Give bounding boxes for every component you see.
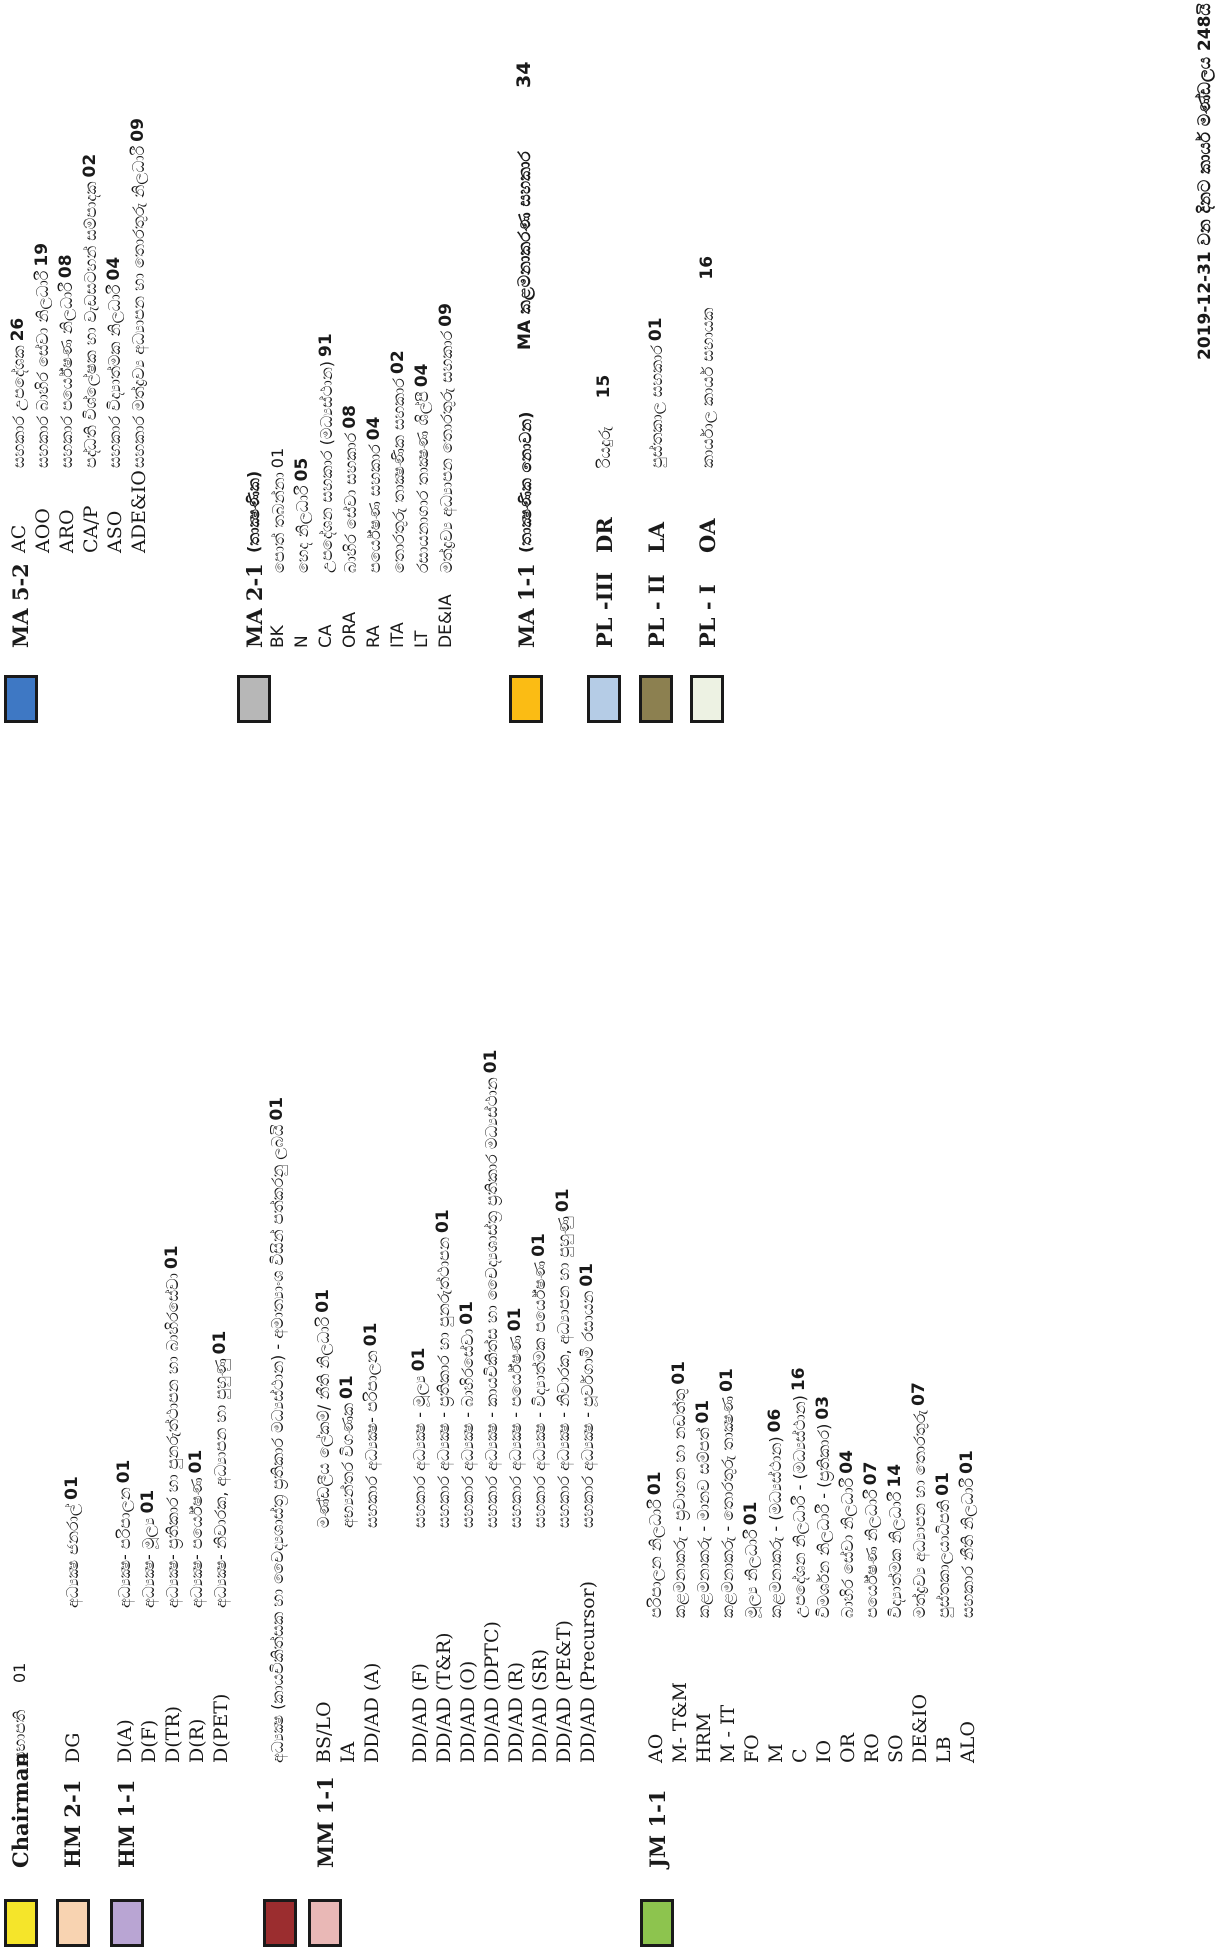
jm11-row-13-count: 01 — [957, 1450, 977, 1474]
jm11-row-10-desc: විද්‍යාත්මක නිලධාරී — [886, 1491, 905, 1618]
jm11-row-11-count: 07 — [909, 1382, 929, 1406]
mm11-row-1-desc: අභ්‍යන්තර විගණක — [338, 1402, 357, 1528]
jm11-row-0-code: AO — [645, 1733, 667, 1763]
jm11-row-5-count: 06 — [765, 1408, 785, 1433]
pl3-count: 15 — [594, 374, 614, 399]
pl2-swatch — [639, 675, 673, 723]
pl1-desc: කාර්යාල කාර්ය සහායක — [698, 307, 717, 468]
pl2-grade: PL - II — [644, 574, 669, 648]
ma11-subtitle: (තාක්‍ෂණික නොවන) — [516, 411, 535, 553]
mm11-row-9-desc: සහකාර අධ්‍යක්‍ෂ - නිවාරක, අධ්‍යාපන හා පුහුණු — [554, 1216, 573, 1528]
jm11-row-10-code: SO — [885, 1734, 907, 1763]
pl1-count: 16 — [697, 255, 717, 280]
ma52-row-5-code: ADE&IO — [128, 470, 150, 553]
ma52-row-3-count: 02 — [80, 153, 100, 178]
jm11-row-8-desc: බාහිර සේවා නිලධාරී — [838, 1477, 857, 1618]
ma52-row-1-code: AOO — [32, 508, 54, 553]
ma21-row-7-desc: මත්ද්‍රව්‍ය අධ්‍යාපන තොරතුරු සහකාර — [437, 330, 456, 573]
jm11-row-7-desc: විමර්ශන නිලධාරී - (ප්‍රතිකාර) — [814, 1423, 833, 1618]
ma52-row-0-code: AC — [8, 524, 30, 553]
chairman-count: 01 — [10, 1662, 29, 1683]
jm11-row-6-desc: උපදේශන නිලධාරී - (මධ්‍යස්ථාන) — [790, 1395, 809, 1618]
mm11-row-6-count: 01 — [481, 1049, 501, 1074]
hm11-row-4-desc: අධ්‍යක්‍ෂ- නිවාරක, අධ්‍යාපන හා පුහුණු — [211, 1358, 230, 1608]
pl3-swatch — [587, 675, 621, 723]
hm11-row-1-count: 01 — [138, 1489, 158, 1514]
hm21-grade: HM 2-1 — [60, 1779, 85, 1868]
mm11-row-4-count: 01 — [433, 1209, 453, 1234]
ma21-row-7-count: 09 — [436, 303, 456, 327]
mm11-row-5-desc: සහකාර අධ්‍යක්‍ෂ - බාහිරසේවා — [458, 1328, 477, 1528]
mm11-row-0-code: BS/LO — [313, 1701, 335, 1763]
jm11-row-4-desc: මූල්‍ය නිලධාරී — [742, 1529, 761, 1618]
mm11-row-1-code: IA — [337, 1741, 359, 1763]
mm11-row-8-desc: සහකාර අධ්‍යක්‍ෂ - විද්‍යාත්මක පර්යේෂණ — [530, 1260, 549, 1528]
mm11-row-3-desc: සහකාර අධ්‍යක්‍ෂ - මූල්‍ය — [410, 1375, 429, 1528]
ma52-row-1-desc: සහකාර බාහිර සේවා නිලධාරී — [33, 270, 52, 468]
mm11-row-9-count: 01 — [553, 1188, 573, 1213]
jm11-row-1-code: M- T&M — [669, 1682, 691, 1763]
pl3-grade: PL -III — [592, 571, 617, 648]
mm11-row-7-count: 01 — [505, 1307, 525, 1332]
hm21-swatch — [56, 1899, 90, 1947]
hm11-row-3-count: 01 — [186, 1449, 206, 1474]
ma11-count: 34 — [513, 61, 535, 88]
pl1-swatch — [690, 675, 724, 723]
mm11-row-6-desc: සහකාර අධ්‍යක්‍ෂ - කායචිකිත්ස හා චෛද්‍යශාස්ත්‍ර ප්‍රතිකාර මධ්‍යස්ථාන — [482, 1077, 501, 1528]
mm11-row-7-desc: සහකාර අධ්‍යක්‍ෂ - පර්යේෂණ — [506, 1335, 525, 1528]
jm11-row-0-desc: පරිපාලන නිලධාරී — [646, 1499, 665, 1618]
ma21-row-3-desc: බාහිර සේවා සහකාර — [341, 432, 360, 573]
pl1-code: OA — [695, 518, 720, 553]
footer-summary: 2019-12-31 වන දිනට කාර්ය මණ්ඩලය 248යි — [1195, 3, 1215, 360]
jm11-swatch — [640, 1899, 674, 1947]
ma21-row-6-desc: රසායනාගාර තාක්‍ෂණ ශිල්පී — [413, 391, 432, 573]
ma52-row-2-count: 08 — [56, 254, 76, 279]
chairman-swatch — [4, 1899, 38, 1947]
jm11-row-8-count: 04 — [837, 1450, 857, 1474]
dark-red-desc: අධ්‍යක්‍ෂ (කායචිකිත්සක හා චෛද්‍යශාස්ත්‍ර ප්‍රතිකාර මධ්‍යස්ථාන) - අමාත්‍යාංශ විසින් පත්කරනු ලබයි — [268, 1124, 287, 1763]
mm11-row-4-desc: සහකාර අධ්‍යක්‍ෂ - ප්‍රතිකාර හා පුනරුත්ථාපන — [434, 1237, 453, 1528]
hm11-row-1-code: D(F) — [138, 1719, 160, 1763]
hm11-row-3-desc: අධ්‍යක්‍ෂ- පර්යේෂණ — [187, 1477, 206, 1608]
hm11-row-0-count: 01 — [114, 1459, 134, 1484]
jm11-row-11-desc: මත්ද්‍රව්‍ය අධ්‍යාපන හා තොරතුරු — [910, 1409, 929, 1618]
jm11-row-6-count: 16 — [789, 1367, 809, 1392]
ma11-swatch — [509, 675, 543, 723]
mm11-row-6-code: DD/AD (DPTC) — [481, 1621, 503, 1763]
ma11-extra: MA කළමනාකරණ සහකාර — [515, 151, 535, 350]
jm11-row-1-desc: කළමනාකරු - ප්‍රවාහන හා නඩත්තු — [670, 1388, 689, 1618]
ma21-row-2-code: CA — [316, 624, 336, 648]
ma21-row-1-count: 05 — [292, 457, 312, 482]
mm11-row-10-code: DD/AD (Precursor) — [577, 1580, 599, 1763]
ma52-row-1-count: 19 — [32, 242, 52, 267]
jm11-row-12-code: LB — [933, 1736, 955, 1763]
hm11-row-4-count: 01 — [210, 1330, 230, 1355]
hm11-row-3-code: D(R) — [186, 1718, 208, 1763]
jm11-row-2-desc: කළමනාකරු - මානව සම්පත් — [694, 1427, 713, 1618]
mm11-swatch — [308, 1899, 342, 1947]
pl1-grade: PL - I — [695, 584, 720, 648]
ma52-row-4-code: ASO — [104, 510, 126, 553]
jm11-row-9-desc: පර්යේෂණ නිලධාරී — [862, 1489, 881, 1618]
pl2-desc: පුස්තකාල සහකාර — [647, 345, 666, 468]
hm11-row-0-code: D(A) — [114, 1719, 136, 1763]
ma21-row-0-code: BK — [268, 625, 288, 648]
ma21-row-7-code: DE&IA — [436, 594, 456, 648]
ma21-row-6-code: LT — [412, 630, 432, 648]
ma52-row-3-desc: පද්ධති විශ්ලේෂක හා වැඩසටහන් සම්පාදක — [81, 181, 100, 468]
mm11-row-3-code: DD/AD (F) — [409, 1663, 431, 1763]
mm11-row-1-count: 01 — [337, 1375, 357, 1399]
hm11-row-2-desc: අධ්‍යක්‍ෂ- ප්‍රතිකාර හා පුනරුත්ථාපන හා බාහිරසේවා — [163, 1273, 182, 1608]
jm11-row-11-code: DE&IO — [909, 1693, 931, 1763]
jm11-row-10-count: 14 — [885, 1463, 905, 1488]
ma21-row-4-count: 04 — [364, 416, 384, 441]
jm11-grade: JM 1-1 — [645, 1789, 670, 1868]
hm11-grade: HM 1-1 — [114, 1779, 139, 1868]
ma21-row-5-code: ITA — [388, 622, 408, 648]
ma21-row-1-desc: හෙද නිලධාරී — [293, 485, 312, 573]
pl2-count: 01 — [646, 317, 666, 342]
ma21-grade: MA 2-1 — [242, 563, 267, 648]
hm11-row-1-desc: අධ්‍යක්‍ෂ- මූල්‍ය — [139, 1517, 158, 1608]
ma21-row-0-count: 01 — [268, 447, 287, 469]
mm11-row-3-count: 01 — [409, 1347, 429, 1372]
pl3-code: DR — [592, 517, 617, 553]
jm11-row-5-desc: කළමනාකරු - (මධ්‍යස්ථාන) — [766, 1436, 785, 1618]
ma52-row-4-desc: සහකාර විද්‍යාත්මක නිලධාරී — [105, 284, 124, 468]
dark-red-count: 01 — [267, 1096, 287, 1121]
ma52-row-2-code: ARO — [56, 509, 78, 553]
jm11-row-3-count: 01 — [717, 1368, 737, 1392]
ma11-grade: MA 1-1 — [514, 563, 539, 648]
mm11-row-10-desc: සහකාර අධ්‍යක්‍ෂ - පූර්වගාමී රසායන — [578, 1290, 597, 1528]
jm11-row-12-desc: පුස්තකාලයාධිපති — [934, 1499, 953, 1618]
mm11-row-7-code: DD/AD (R) — [505, 1662, 527, 1763]
ma21-row-0-desc: පොත් තබන්නා — [269, 472, 288, 573]
mm11-row-5-code: DD/AD (O) — [457, 1660, 479, 1763]
hm11-row-0-desc: අධ්‍යක්‍ෂ- පරිපාලන — [115, 1487, 134, 1608]
jm11-row-3-desc: කළමනාකරු - තොරතුරු තාක්‍ෂණ — [718, 1395, 737, 1618]
jm11-row-7-code: IO — [813, 1739, 835, 1763]
mm11-row-2-desc: සහකාර අධ්‍යක්‍ෂ- පරිපාලන — [362, 1350, 381, 1528]
ma21-row-5-count: 02 — [388, 350, 408, 375]
ma21-row-3-count: 08 — [340, 405, 360, 429]
ma21-row-6-count: 04 — [412, 363, 432, 388]
mm11-row-0-desc: මණ්ඩලීය ලේකම්/ නීති නිලධාරි — [314, 1316, 333, 1528]
mm11-grade: MM 1-1 — [313, 1776, 338, 1868]
chairman-label: Chairman — [8, 1752, 33, 1868]
jm11-row-2-count: 01 — [693, 1399, 713, 1424]
ma52-grade: MA 5-2 — [8, 563, 33, 648]
ma21-row-5-desc: තොරතුරු තාක්‍ෂණික සහකාර — [389, 378, 408, 573]
ma21-row-2-count: 91 — [316, 333, 336, 357]
ma21-row-1-code: N — [292, 635, 312, 648]
jm11-row-13-desc: සහකාර නීති නිලධාරී — [958, 1477, 977, 1618]
ma52-swatch — [4, 675, 38, 723]
mm11-row-0-count: 01 — [313, 1289, 333, 1313]
jm11-row-12-count: 01 — [933, 1472, 953, 1496]
hm21-row-count: 01 — [62, 1476, 82, 1500]
hm11-swatch — [110, 1899, 144, 1947]
jm11-row-0-count: 01 — [645, 1471, 665, 1496]
pl3-desc: රියදුරු — [595, 426, 614, 468]
jm11-row-9-code: RO — [861, 1733, 883, 1763]
hm21-row-desc: අධ්‍යක්‍ෂ ජනරාල් — [63, 1503, 82, 1608]
mm11-row-9-code: DD/AD (PE&T) — [553, 1620, 575, 1763]
hm11-row-2-count: 01 — [162, 1245, 182, 1270]
jm11-row-4-count: 01 — [741, 1501, 761, 1526]
jm11-row-13-code: ALO — [957, 1721, 979, 1763]
jm11-row-9-count: 07 — [861, 1461, 881, 1486]
ma52-row-0-desc: සහකාර උපදේශක — [9, 345, 28, 468]
ma52-row-5-count: 09 — [128, 118, 148, 142]
ma52-row-5-desc: සහකාර මත්ද්‍රව්‍ය අධ්‍යාපන හා තොරතුරු නිලධාරී — [129, 145, 148, 468]
mm11-row-2-code: DD/AD (A) — [361, 1662, 383, 1763]
jm11-row-6-code: C — [789, 1748, 811, 1763]
ma21-swatch — [237, 675, 271, 723]
hm21-row-code: DG — [62, 1732, 84, 1763]
ma21-row-2-desc: උපදේශන සහකාර (මධ්‍යස්ථාන) — [317, 360, 336, 573]
mm11-row-5-count: 01 — [457, 1301, 477, 1325]
mm11-row-8-code: DD/AD (SR) — [529, 1648, 551, 1763]
jm11-row-4-code: FO — [741, 1734, 763, 1763]
ma52-row-4-count: 04 — [104, 256, 124, 281]
ma52-row-2-desc: සහකාර පර්යේෂණ නිලධාරී — [57, 282, 76, 468]
mm11-row-2-count: 01 — [361, 1322, 381, 1347]
jm11-row-8-code: OR — [837, 1733, 859, 1763]
ma52-row-0-count: 26 — [8, 317, 28, 342]
mm11-row-4-code: DD/AD (T&R) — [433, 1632, 455, 1763]
jm11-row-2-code: HRM — [693, 1712, 715, 1763]
ma21-subtitle: (තාක්‍ෂණික) — [244, 470, 263, 553]
ma52-row-3-code: CA/P — [80, 505, 102, 553]
jm11-row-1-count: 01 — [669, 1361, 689, 1385]
ma21-row-4-code: RA — [364, 625, 384, 648]
hm11-row-2-code: D(TR) — [162, 1705, 184, 1763]
pl2-code: LA — [644, 521, 669, 553]
jm11-row-5-code: M — [765, 1743, 787, 1763]
hm11-row-4-code: D(PET) — [210, 1693, 232, 1763]
mm11-row-10-count: 01 — [577, 1263, 597, 1287]
mm11-row-8-count: 01 — [529, 1233, 549, 1257]
chairman-title: සභාපති — [10, 1709, 29, 1763]
jm11-row-7-count: 03 — [813, 1395, 833, 1420]
dark-red-swatch — [263, 1899, 297, 1947]
jm11-row-3-code: M - IT — [717, 1704, 739, 1763]
ma21-row-4-desc: පර්යේෂණ සහකාර — [365, 444, 384, 573]
ma21-row-3-code: ORA — [340, 611, 360, 648]
